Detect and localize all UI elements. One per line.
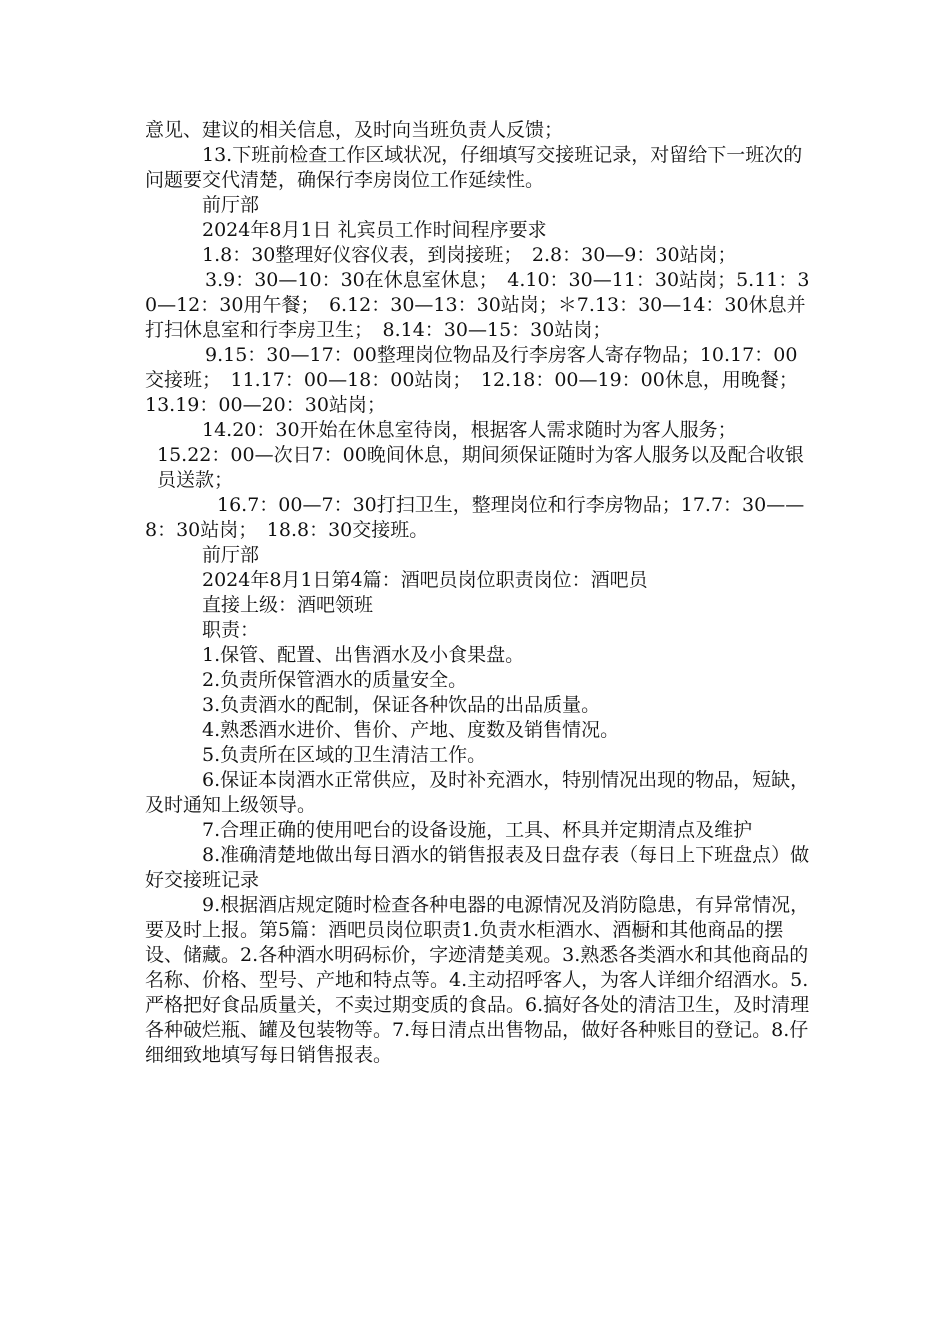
department-label: 前厅部 [202, 194, 260, 216]
document-body [145, 118, 813, 1068]
duty-item-8: 8.准确清楚地做出每日酒水的销售报表及日盘存表（每日上下班盘点）做好交接班记录 [145, 844, 810, 891]
schedule-item-14: 14.20：30开始在休息室待岗，根据客人需求随时为客人服务； [202, 419, 737, 441]
department-label-2: 前厅部 [202, 544, 260, 566]
schedule-item-15: 15.22：00—次日7：00晚间休息，期间须保证随时为客人服务以及配合收银员送款； [157, 444, 804, 491]
paragraph-handover-13: 13.下班前检查工作区域状况，仔细填写交接班记录，对留给下一班次的问题要交代清楚，确保行李房岗位工作延续性。 [145, 144, 803, 191]
schedule-items-3-8: 3.9：30—10：30在休息室休息； 4.10：30—11：30站岗；5.11：30—12：30用午餐； 6.12：30—13：30站岗；＊7.13：30—14：30休息并打扫休息室和行李房卫生； 8.14：30—15：30站岗； [145, 269, 810, 341]
duty-item-9-and-section-5: 9.根据酒店规定随时检查各种电器的电源情况及消防隐患，有异常情况，要及时上报。第5篇：酒吧员岗位职责1.负责水柜酒水、酒橱和其他商品的摆设、储藏。2.各种酒水明码标价，字迹清楚美观。3.熟悉各类酒水和其他商品的名称、价格、型号、产地和特点等。4.主动招呼客人，为客人详细介绍酒水。5.严格把好食品质量关，不卖过期变质的食品。6.搞好各处的清洁卫生，及时清理各种破烂瓶、罐及包装物等。7.每日清点出售物品，做好各种账目的登记。8.仔细细致地填写每日销售报表。 [145, 894, 810, 1066]
duties-heading: 职责： [202, 619, 260, 641]
paragraph-feedback: 意见、建议的相关信息，及时向当班负责人反馈； [145, 119, 564, 141]
schedule-items-9-13: 9.15：30—17：00整理岗位物品及行李房客人寄存物品；10.17：00交接班； 11.17：00—18：00站岗； 12.18：00—19：00休息，用晚餐； 13.19：00—20：30站岗； [145, 344, 808, 416]
duty-item-5: 5.负责所在区域的卫生清洁工作。 [202, 744, 487, 766]
schedule-items-16-18: 16.7：00—7：30打扫卫生，整理岗位和行李房物品；17.7：30——8：30站岗； 18.8：30交接班。 [145, 494, 805, 541]
section-title-bartender: 2024年8月1日第4篇：酒吧员岗位职责岗位：酒吧员 [202, 569, 648, 591]
section-title-concierge-schedule: 2024年8月1日 礼宾员工作时间程序要求 [202, 219, 547, 241]
direct-supervisor: 直接上级：酒吧领班 [202, 594, 374, 616]
duty-item-1: 1.保管、配置、出售酒水及小食果盘。 [202, 644, 525, 666]
duty-item-4: 4.熟悉酒水进价、售价、产地、度数及销售情况。 [202, 719, 620, 741]
duty-item-3: 3.负责酒水的配制，保证各种饮品的出品质量。 [202, 694, 601, 716]
duty-item-6: 6.保证本岗酒水正常供应，及时补充酒水，特别情况出现的物品，短缺，及时通知上级领导。 [145, 769, 810, 816]
duty-item-7: 7.合理正确的使用吧台的设备设施，工具、杯具并定期清点及维护 [202, 819, 753, 841]
duty-item-2: 2.负责所保管酒水的质量安全。 [202, 669, 468, 691]
schedule-items-1-2: 1.8：30整理好仪容仪表，到岗接班； 2.8：30—9：30站岗； [202, 244, 737, 266]
